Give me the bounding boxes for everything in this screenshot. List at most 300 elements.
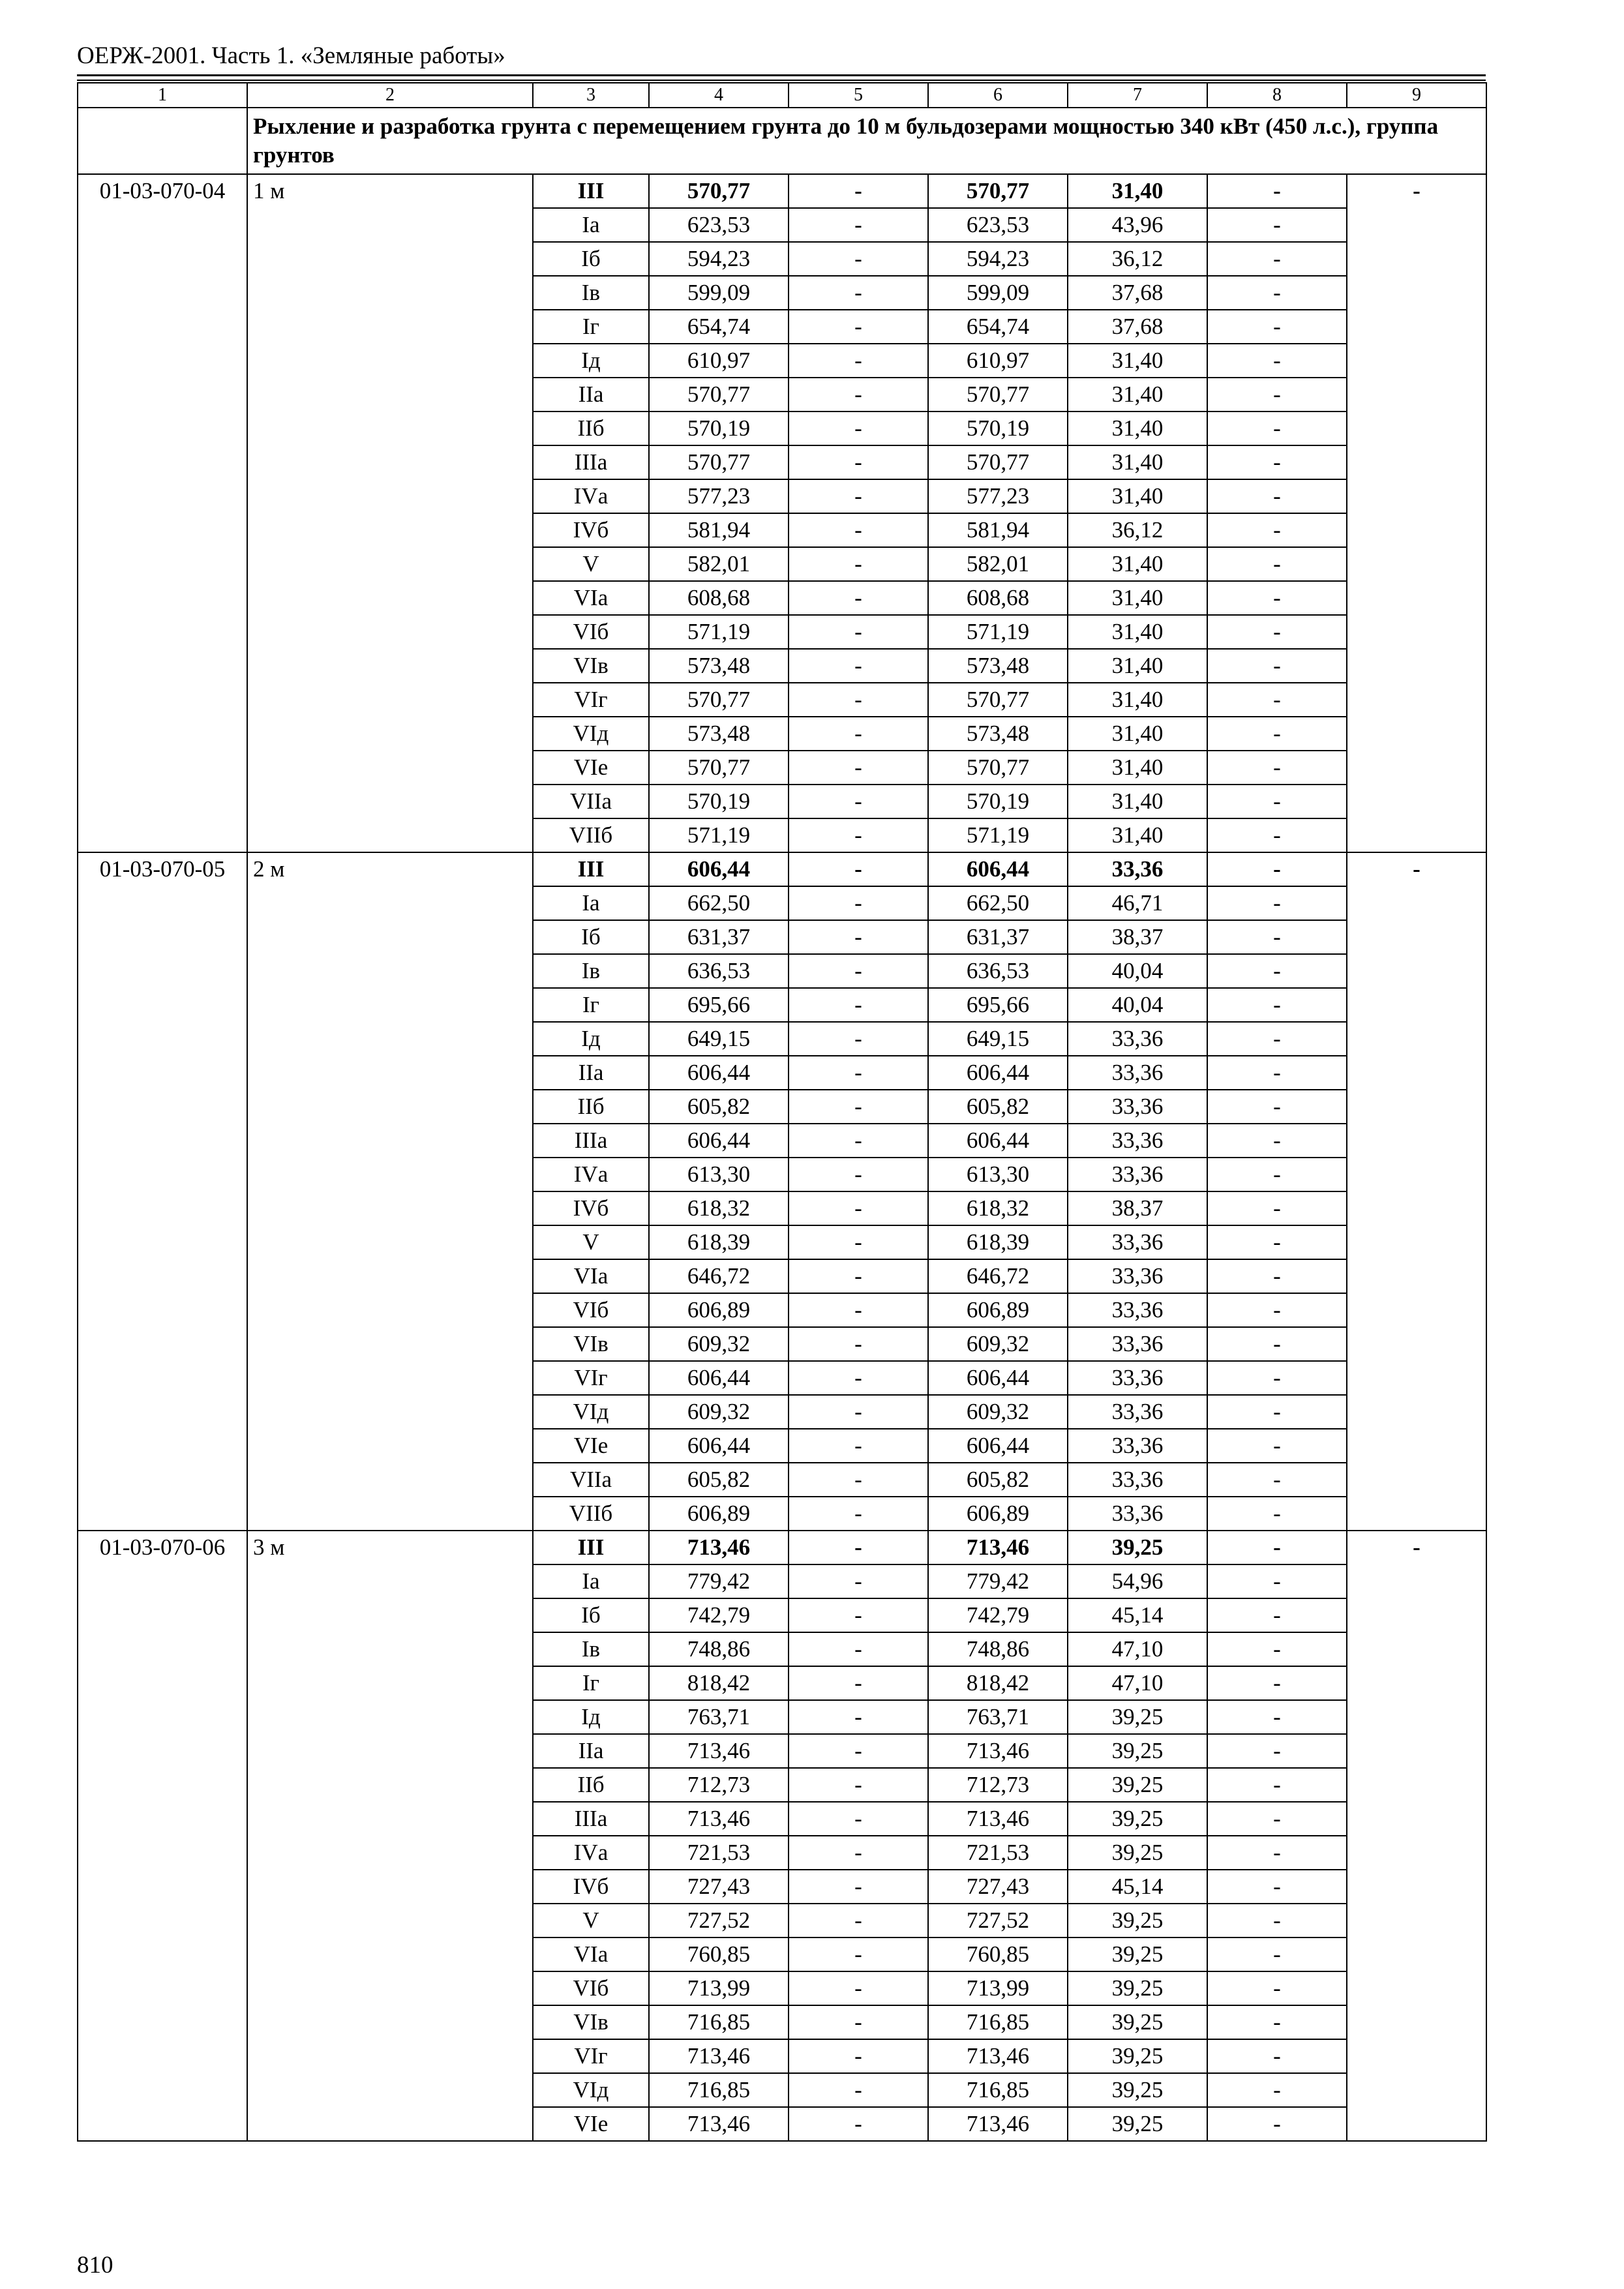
header-rule xyxy=(77,74,1486,81)
value-cell: 646,72 xyxy=(649,1259,789,1293)
value-cell: 47,10 xyxy=(1068,1666,1207,1700)
value-cell: 31,40 xyxy=(1068,378,1207,411)
value-cell: - xyxy=(1207,1327,1347,1361)
value-cell: 631,37 xyxy=(928,920,1068,954)
value-cell: 623,53 xyxy=(649,208,789,242)
value-cell: - xyxy=(1207,242,1347,276)
value-cell: - xyxy=(1207,1971,1347,2005)
value-cell: - xyxy=(1207,1768,1347,1802)
value-cell: 654,74 xyxy=(928,310,1068,344)
value-cell: 716,85 xyxy=(928,2073,1068,2107)
soil-group-cell: Iд xyxy=(533,344,649,378)
column-number: 4 xyxy=(649,83,789,108)
value-cell: 45,14 xyxy=(1068,1598,1207,1632)
value-cell: - xyxy=(789,1361,928,1395)
soil-group-cell: VIIб xyxy=(533,1497,649,1531)
value-cell: - xyxy=(789,581,928,615)
value-cell: 606,44 xyxy=(928,1124,1068,1158)
value-cell: - xyxy=(1207,1531,1347,1564)
value-cell: - xyxy=(1207,208,1347,242)
value-cell: 763,71 xyxy=(928,1700,1068,1734)
value-cell: 610,97 xyxy=(649,344,789,378)
value-cell: 713,46 xyxy=(649,1802,789,1836)
value-cell: 609,32 xyxy=(649,1395,789,1429)
soil-group-cell: Iд xyxy=(533,1700,649,1734)
value-cell: - xyxy=(789,1497,928,1531)
value-cell: - xyxy=(789,1293,928,1327)
value-cell: - xyxy=(1207,1700,1347,1734)
value-cell: 721,53 xyxy=(649,1836,789,1870)
soil-group-cell: VIа xyxy=(533,1937,649,1971)
value-cell: 31,40 xyxy=(1068,581,1207,615)
value-cell: 570,77 xyxy=(649,683,789,717)
value-cell: - xyxy=(1207,717,1347,751)
value-cell: - xyxy=(1207,276,1347,310)
value-cell: 606,44 xyxy=(649,1056,789,1090)
value-cell: - xyxy=(789,2073,928,2107)
value-cell: - xyxy=(789,2107,928,2141)
value-cell: 570,77 xyxy=(928,683,1068,717)
value-cell: 46,71 xyxy=(1068,886,1207,920)
norm-code: 01-03-070-05 xyxy=(78,852,247,1531)
value-cell: 712,73 xyxy=(649,1768,789,1802)
value-cell: 649,15 xyxy=(928,1022,1068,1056)
value-cell: 570,77 xyxy=(649,174,789,208)
value-cell: 623,53 xyxy=(928,208,1068,242)
value-cell: 31,40 xyxy=(1068,818,1207,852)
soil-group-cell: V xyxy=(533,1225,649,1259)
soil-group-cell: Iг xyxy=(533,988,649,1022)
value-cell: - xyxy=(1207,615,1347,649)
column-number: 8 xyxy=(1207,83,1347,108)
value-cell: 570,77 xyxy=(649,751,789,785)
value-cell: - xyxy=(1207,445,1347,479)
column-number-row xyxy=(78,83,1486,108)
value-cell: - xyxy=(1207,2039,1347,2073)
value-cell: - xyxy=(789,479,928,513)
value-cell: - xyxy=(1207,1090,1347,1124)
value-cell: 713,46 xyxy=(649,1734,789,1768)
value-cell: 713,99 xyxy=(928,1971,1068,2005)
value-cell: 570,19 xyxy=(928,785,1068,818)
value-cell: - xyxy=(789,1971,928,2005)
value-cell: 608,68 xyxy=(928,581,1068,615)
value-cell: - xyxy=(1207,1361,1347,1395)
value-cell: - xyxy=(789,649,928,683)
value-cell: 695,66 xyxy=(649,988,789,1022)
value-cell: 33,36 xyxy=(1068,1327,1207,1361)
value-cell: 33,36 xyxy=(1068,1090,1207,1124)
value-cell: 654,74 xyxy=(649,310,789,344)
value-cell: 39,25 xyxy=(1068,1937,1207,1971)
value-cell: - xyxy=(1207,988,1347,1022)
soil-group-cell: IIб xyxy=(533,1768,649,1802)
soil-group-cell: VIг xyxy=(533,2039,649,2073)
value-cell: 763,71 xyxy=(649,1700,789,1734)
value-cell: 31,40 xyxy=(1068,479,1207,513)
value-cell: 40,04 xyxy=(1068,954,1207,988)
value-cell: - xyxy=(789,445,928,479)
soil-group-cell: Iв xyxy=(533,954,649,988)
value-cell: 31,40 xyxy=(1068,174,1207,208)
value-cell: 39,25 xyxy=(1068,1531,1207,1564)
table-title: Рыхление и разработка грунта с перемещением грунта до 10 м бульдозерами мощностью 340 кВт (450 л.с.), группа грунтов xyxy=(247,108,1486,174)
soil-group-cell: VIб xyxy=(533,1971,649,2005)
value-cell: 33,36 xyxy=(1068,1124,1207,1158)
value-cell: - xyxy=(1207,513,1347,547)
value-cell: 713,46 xyxy=(928,1734,1068,1768)
soil-group-cell: VIIа xyxy=(533,785,649,818)
value-cell: - xyxy=(789,818,928,852)
value-cell: - xyxy=(789,1598,928,1632)
soil-group-cell: VIд xyxy=(533,1395,649,1429)
norm-parameter: 2 м xyxy=(247,852,533,1531)
table-body xyxy=(78,83,1486,2141)
value-cell: 606,44 xyxy=(649,1124,789,1158)
value-cell: - xyxy=(789,852,928,886)
soil-group-cell: VIа xyxy=(533,1259,649,1293)
value-cell: 618,32 xyxy=(649,1191,789,1225)
value-cell: 636,53 xyxy=(649,954,789,988)
column-number: 1 xyxy=(78,83,247,108)
value-cell: - xyxy=(1207,581,1347,615)
value-cell: - xyxy=(789,1158,928,1191)
value-cell: - xyxy=(789,1124,928,1158)
value-cell: 713,46 xyxy=(928,1531,1068,1564)
value-cell: - xyxy=(789,1700,928,1734)
soil-group-cell: IVб xyxy=(533,1191,649,1225)
value-cell: 742,79 xyxy=(649,1598,789,1632)
value-cell: - xyxy=(1207,785,1347,818)
soil-group-cell: Iа xyxy=(533,886,649,920)
value-cell: 606,44 xyxy=(928,1429,1068,1463)
value-cell: 582,01 xyxy=(649,547,789,581)
value-cell: 570,19 xyxy=(928,411,1068,445)
value-cell: 33,36 xyxy=(1068,1463,1207,1497)
soil-group-cell: VIв xyxy=(533,649,649,683)
value-cell: 573,48 xyxy=(649,717,789,751)
value-cell: - xyxy=(1207,1158,1347,1191)
value-cell: 33,36 xyxy=(1068,1293,1207,1327)
value-cell: - xyxy=(789,1429,928,1463)
column-number: 2 xyxy=(247,83,533,108)
value-cell: 39,25 xyxy=(1068,1904,1207,1937)
value-cell: 716,85 xyxy=(928,2005,1068,2039)
value-cell: 713,46 xyxy=(649,1531,789,1564)
value-cell: - xyxy=(1207,2073,1347,2107)
value-cell: - xyxy=(789,242,928,276)
value-cell: - xyxy=(1207,1293,1347,1327)
soil-group-cell: IIб xyxy=(533,1090,649,1124)
soil-group-cell: VIд xyxy=(533,717,649,751)
soil-group-cell: IIа xyxy=(533,1734,649,1768)
page-header: ОЕРЖ-2001. Часть 1. «Земляные работы» xyxy=(77,42,505,69)
value-cell: 43,96 xyxy=(1068,208,1207,242)
value-cell: - xyxy=(789,615,928,649)
value-cell: 577,23 xyxy=(928,479,1068,513)
value-cell: - xyxy=(1207,1022,1347,1056)
value-cell: - xyxy=(789,1395,928,1429)
value-cell: - xyxy=(1207,1429,1347,1463)
value-cell: 570,77 xyxy=(928,751,1068,785)
value-cell: - xyxy=(1207,1666,1347,1700)
norms-table xyxy=(77,82,1487,2142)
value-cell: 713,99 xyxy=(649,1971,789,2005)
value-cell: - xyxy=(789,1632,928,1666)
value-cell: 31,40 xyxy=(1068,445,1207,479)
value-cell: 662,50 xyxy=(649,886,789,920)
value-cell: 33,36 xyxy=(1068,1497,1207,1531)
value-cell: 606,89 xyxy=(649,1293,789,1327)
value-cell: - xyxy=(1207,818,1347,852)
value-cell: - xyxy=(789,1836,928,1870)
soil-group-cell: VIг xyxy=(533,1361,649,1395)
value-cell: 573,48 xyxy=(928,717,1068,751)
soil-group-cell: Iв xyxy=(533,1632,649,1666)
soil-group-cell: Iб xyxy=(533,242,649,276)
soil-group-cell: IVб xyxy=(533,1870,649,1904)
value-cell: 31,40 xyxy=(1068,751,1207,785)
value-cell: - xyxy=(1207,2005,1347,2039)
value-cell: 606,89 xyxy=(928,1497,1068,1531)
soil-group-cell: Iб xyxy=(533,920,649,954)
value-cell: - xyxy=(1207,344,1347,378)
table-row xyxy=(78,852,1486,886)
value-cell: 605,82 xyxy=(928,1463,1068,1497)
value-cell: - xyxy=(1207,1259,1347,1293)
value-cell: 45,14 xyxy=(1068,1870,1207,1904)
value-cell: 606,44 xyxy=(649,1429,789,1463)
value-cell: - xyxy=(789,920,928,954)
value-cell: - xyxy=(789,378,928,411)
value-cell: - xyxy=(1347,174,1486,852)
value-cell: 605,82 xyxy=(649,1090,789,1124)
table-title-row xyxy=(78,108,1486,174)
value-cell: - xyxy=(1207,1632,1347,1666)
value-cell: 570,77 xyxy=(928,378,1068,411)
value-cell: - xyxy=(1207,683,1347,717)
value-cell: - xyxy=(789,785,928,818)
value-cell: 818,42 xyxy=(928,1666,1068,1700)
soil-group-cell: IIб xyxy=(533,411,649,445)
value-cell: - xyxy=(789,411,928,445)
value-cell: - xyxy=(789,310,928,344)
soil-group-cell: VIв xyxy=(533,1327,649,1361)
value-cell: - xyxy=(1207,547,1347,581)
soil-group-cell: VIд xyxy=(533,2073,649,2107)
soil-group-cell: V xyxy=(533,547,649,581)
value-cell: 605,82 xyxy=(649,1463,789,1497)
value-cell: - xyxy=(789,1056,928,1090)
soil-group-cell: IIIа xyxy=(533,1124,649,1158)
value-cell: 33,36 xyxy=(1068,1158,1207,1191)
value-cell: - xyxy=(789,1564,928,1598)
value-cell: 631,37 xyxy=(649,920,789,954)
value-cell: - xyxy=(1207,1463,1347,1497)
value-cell: - xyxy=(1207,1734,1347,1768)
soil-group-cell: IIIа xyxy=(533,445,649,479)
table-row xyxy=(78,174,1486,208)
value-cell: - xyxy=(1347,852,1486,1531)
value-cell: 38,37 xyxy=(1068,1191,1207,1225)
value-cell: 33,36 xyxy=(1068,852,1207,886)
value-cell: - xyxy=(1207,1564,1347,1598)
value-cell: 713,46 xyxy=(649,2107,789,2141)
value-cell: 606,44 xyxy=(649,1361,789,1395)
value-cell: 606,44 xyxy=(928,852,1068,886)
value-cell: 727,52 xyxy=(649,1904,789,1937)
soil-group-cell: IIа xyxy=(533,1056,649,1090)
value-cell: 33,36 xyxy=(1068,1259,1207,1293)
value-cell: - xyxy=(1207,649,1347,683)
value-cell: 33,36 xyxy=(1068,1022,1207,1056)
value-cell: 818,42 xyxy=(649,1666,789,1700)
value-cell: - xyxy=(1207,1395,1347,1429)
value-cell: - xyxy=(789,547,928,581)
value-cell: - xyxy=(789,174,928,208)
value-cell: - xyxy=(789,2039,928,2073)
value-cell: - xyxy=(789,751,928,785)
value-cell: 571,19 xyxy=(928,818,1068,852)
value-cell: 577,23 xyxy=(649,479,789,513)
value-cell: 570,77 xyxy=(928,174,1068,208)
value-cell: 727,52 xyxy=(928,1904,1068,1937)
value-cell: - xyxy=(789,1734,928,1768)
soil-group-cell: IIIа xyxy=(533,1802,649,1836)
value-cell: 31,40 xyxy=(1068,717,1207,751)
soil-group-cell: IVа xyxy=(533,479,649,513)
value-cell: 779,42 xyxy=(649,1564,789,1598)
soil-group-cell: VIIб xyxy=(533,818,649,852)
value-cell: - xyxy=(1207,751,1347,785)
value-cell: 39,25 xyxy=(1068,1768,1207,1802)
soil-group-cell: V xyxy=(533,1904,649,1937)
value-cell: 573,48 xyxy=(928,649,1068,683)
value-cell: - xyxy=(789,344,928,378)
value-cell: 39,25 xyxy=(1068,2039,1207,2073)
value-cell: - xyxy=(1207,1225,1347,1259)
value-cell: 609,32 xyxy=(928,1327,1068,1361)
value-cell: - xyxy=(1207,1056,1347,1090)
value-cell: - xyxy=(789,208,928,242)
value-cell: - xyxy=(1207,1191,1347,1225)
value-cell: 760,85 xyxy=(649,1937,789,1971)
value-cell: 570,19 xyxy=(649,411,789,445)
value-cell: 606,89 xyxy=(649,1497,789,1531)
value-cell: 748,86 xyxy=(928,1632,1068,1666)
column-number: 5 xyxy=(789,83,928,108)
value-cell: 599,09 xyxy=(928,276,1068,310)
soil-group-cell: Iг xyxy=(533,1666,649,1700)
soil-group-cell: Iа xyxy=(533,208,649,242)
value-cell: 31,40 xyxy=(1068,615,1207,649)
value-cell: - xyxy=(789,1191,928,1225)
value-cell: 39,25 xyxy=(1068,1971,1207,2005)
value-cell: 31,40 xyxy=(1068,411,1207,445)
soil-group-cell: IVб xyxy=(533,513,649,547)
value-cell: 39,25 xyxy=(1068,1700,1207,1734)
value-cell: 571,19 xyxy=(649,818,789,852)
value-cell: 713,46 xyxy=(928,2039,1068,2073)
value-cell: - xyxy=(1207,886,1347,920)
value-cell: 606,44 xyxy=(928,1361,1068,1395)
value-cell: - xyxy=(789,1870,928,1904)
value-cell: 608,68 xyxy=(649,581,789,615)
value-cell: 37,68 xyxy=(1068,310,1207,344)
soil-group-cell: Iв xyxy=(533,276,649,310)
value-cell: 695,66 xyxy=(928,988,1068,1022)
column-number: 9 xyxy=(1347,83,1486,108)
value-cell: 713,46 xyxy=(649,2039,789,2073)
value-cell: 594,23 xyxy=(928,242,1068,276)
value-cell: 727,43 xyxy=(928,1870,1068,1904)
value-cell: 606,89 xyxy=(928,1293,1068,1327)
value-cell: - xyxy=(1207,1598,1347,1632)
value-cell: 760,85 xyxy=(928,1937,1068,1971)
value-cell: 31,40 xyxy=(1068,683,1207,717)
value-cell: - xyxy=(789,1022,928,1056)
soil-group-cell: III xyxy=(533,1531,649,1564)
value-cell: 599,09 xyxy=(649,276,789,310)
table-row xyxy=(78,1531,1486,1564)
value-cell: 33,36 xyxy=(1068,1395,1207,1429)
value-cell: 646,72 xyxy=(928,1259,1068,1293)
value-cell: 581,94 xyxy=(928,513,1068,547)
value-cell: 779,42 xyxy=(928,1564,1068,1598)
value-cell: 47,10 xyxy=(1068,1632,1207,1666)
value-cell: 721,53 xyxy=(928,1836,1068,1870)
value-cell: 39,25 xyxy=(1068,1836,1207,1870)
norm-code: 01-03-070-06 xyxy=(78,1531,247,2141)
soil-group-cell: Iб xyxy=(533,1598,649,1632)
value-cell: 609,32 xyxy=(928,1395,1068,1429)
value-cell: 610,97 xyxy=(928,344,1068,378)
value-cell: - xyxy=(1347,1531,1486,2141)
soil-group-cell: VIIа xyxy=(533,1463,649,1497)
value-cell: - xyxy=(1207,411,1347,445)
soil-group-cell: Iа xyxy=(533,1564,649,1598)
value-cell: 31,40 xyxy=(1068,785,1207,818)
value-cell: 613,30 xyxy=(649,1158,789,1191)
value-cell: 38,37 xyxy=(1068,920,1207,954)
value-cell: 649,15 xyxy=(649,1022,789,1056)
norm-code: 01-03-070-04 xyxy=(78,174,247,852)
value-cell: 36,12 xyxy=(1068,513,1207,547)
soil-group-cell: VIб xyxy=(533,1293,649,1327)
value-cell: - xyxy=(1207,1497,1347,1531)
value-cell: - xyxy=(789,988,928,1022)
value-cell: 618,39 xyxy=(649,1225,789,1259)
value-cell: - xyxy=(789,1259,928,1293)
value-cell: 31,40 xyxy=(1068,547,1207,581)
value-cell: - xyxy=(789,1768,928,1802)
value-cell: - xyxy=(789,2005,928,2039)
value-cell: - xyxy=(789,717,928,751)
value-cell: 570,77 xyxy=(649,378,789,411)
soil-group-cell: VIе xyxy=(533,2107,649,2141)
value-cell: - xyxy=(789,1463,928,1497)
value-cell: 727,43 xyxy=(649,1870,789,1904)
soil-group-cell: IVа xyxy=(533,1158,649,1191)
value-cell: 662,50 xyxy=(928,886,1068,920)
value-cell: - xyxy=(789,886,928,920)
value-cell: 33,36 xyxy=(1068,1225,1207,1259)
value-cell: 33,36 xyxy=(1068,1056,1207,1090)
soil-group-cell: III xyxy=(533,852,649,886)
soil-group-cell: VIа xyxy=(533,581,649,615)
value-cell: - xyxy=(789,683,928,717)
value-cell: 31,40 xyxy=(1068,649,1207,683)
